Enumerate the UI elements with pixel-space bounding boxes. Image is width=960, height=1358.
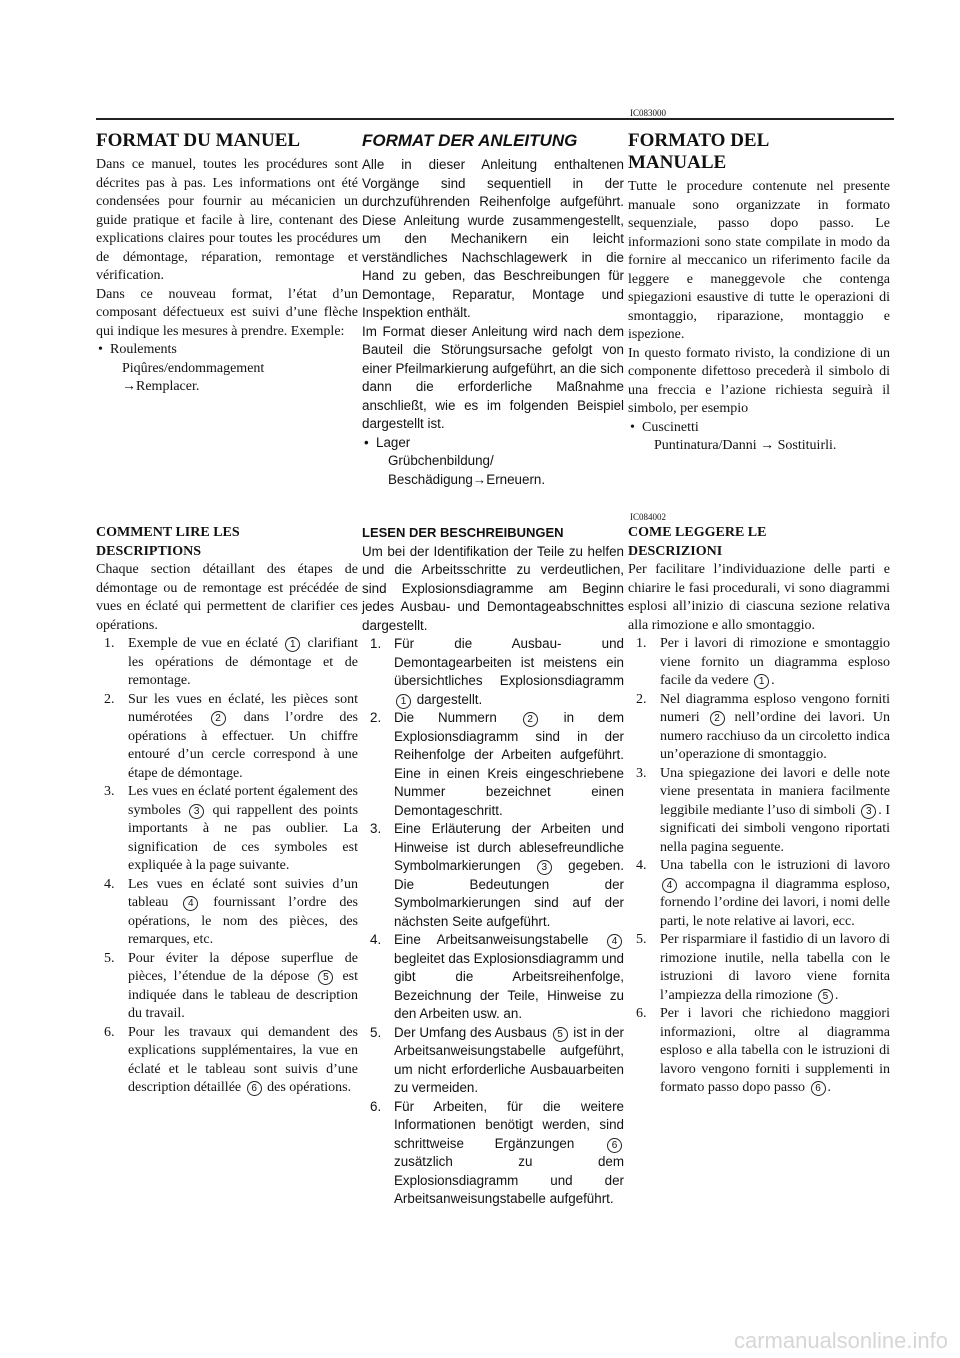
step-text: Nel diagramma esploso vengono forniti numeri	[660, 691, 890, 725]
de-example-line-2: Beschädigung→Erneuern.	[388, 471, 546, 487]
step-item	[96, 876, 358, 950]
de-read-intro: Um bei der Identifikation der Teile zu helfen und die Arbeitsschritte zu verdeutlichen, sind Explosionsdiagramme am Beginn jedes Ausbau- und Demontageabschnittes dargestellt.	[362, 543, 624, 633]
step-item	[96, 1024, 358, 1098]
step-number: 2.	[104, 691, 115, 707]
step-text-continued: . I significati dei simboli vengono riportati nella pagina seguente.	[660, 802, 891, 855]
step-item	[362, 1098, 624, 1209]
step-text-continued: qui rappellent des points importants à ne pas oublier. La signification de ces symboles est expliquée à la page suivante.	[128, 802, 359, 873]
de-example-bullet: • Lager	[362, 434, 624, 453]
section-code-format: IC083000	[630, 108, 666, 118]
step-text-continued: gegeben. Die Bedeutungen der Symbolmarkierungen sind auf der nächsten Seite aufgeführt.	[394, 858, 624, 929]
step-item	[362, 931, 624, 1024]
circled-number-icon: 3	[861, 804, 876, 819]
step-item	[628, 931, 890, 1005]
header-rule-it	[628, 118, 894, 120]
it-example-line-1: Puntinatura/Danni → Sostituirli.	[654, 438, 837, 453]
step-text-continued: begleitet das Explosionsdiagramm und gibt die Arbeitsreihenfolge, Bezeichnung der Teile, Hinweise zu den Arbeiten usw. an.	[394, 950, 625, 1021]
de-format-section	[362, 130, 624, 489]
step-text: Pour les travaux qui demandent des explications supplémentaires, la vue en éclaté et le tableau sont suivis d’une description détaillée	[128, 1024, 358, 1095]
step-text: Una tabella con le istruzioni di lavoro	[660, 858, 890, 873]
step-number: 5.	[636, 932, 647, 947]
step-text: Eine Erläuterung der Arbeiten und Hinweise ist durch ablesefreundliche Symbolmarkierungen	[394, 821, 624, 873]
de-steps-list	[362, 635, 624, 1209]
circled-number-icon: 1	[396, 694, 411, 709]
step-text: Les vues en éclaté portent également des symboles	[128, 784, 358, 818]
step-item	[628, 765, 890, 858]
circled-number-icon: 6	[607, 1138, 622, 1153]
step-number: 5.	[370, 1024, 382, 1040]
step-text-continued: clarifiant les opérations de démontage et de remontage.	[128, 636, 359, 688]
step-number: 5.	[104, 950, 115, 966]
step-text: Una spiegazione dei lavori e delle note viene presentata in maniera facilmente leggibile mediante l’uso di simboli	[660, 765, 890, 818]
step-text: Pour éviter la dépose superflue de pièces, l’étendue de la dépose	[128, 950, 358, 984]
step-item	[362, 1024, 624, 1098]
step-text-continued: .	[834, 987, 839, 1003]
step-text-continued: des opérations.	[267, 1080, 352, 1095]
step-item	[628, 857, 890, 931]
step-text: Für die Ausbau- und Demontagearbeiten ist meistens ein übersichtliches Explosionsdiagramm	[394, 636, 624, 688]
step-text-continued: ist in der Arbeitsanweisungstabelle aufgeführt, um nicht erforderliche Ausbauarbeiten zu vermeiden.	[394, 1024, 624, 1095]
step-text-continued: in dem Explosionsdiagramm sind in der Reihenfolge der Arbeiten aufgeführt. Eine in einen Kreis eingeschriebene Nummer bezeichnet einen Demontageschritt.	[394, 710, 624, 818]
fr-read-intro: Chaque section détaillant des étapes de démontage ou de remontage est précédée de vues en éclaté qui permettent de clarifier ces opérations.	[96, 562, 358, 633]
de-read-section	[362, 524, 624, 1209]
step-number: 6.	[104, 1024, 115, 1040]
circled-number-icon: 5	[818, 989, 833, 1004]
step-text: Les vues en éclaté sont suivies d’un tableau	[128, 876, 358, 910]
circled-number-icon: 5	[553, 1027, 568, 1042]
circled-number-icon: 5	[318, 970, 333, 985]
step-text: Exemple de vue en éclaté	[128, 636, 278, 651]
it-format-section	[628, 130, 890, 456]
it-read-section	[628, 524, 890, 1098]
step-text: Für Arbeiten, für die weitere Informationen benötigt werden, sind schrittweise Ergänzungen	[394, 1098, 624, 1151]
step-text-continued: accompagna il diagramma esploso, fornendo l’ordine dei lavori, i nomi delle parti, le note relative ai lavori, ecc.	[660, 876, 890, 929]
step-number: 1.	[370, 636, 382, 651]
circled-number-icon: 2	[523, 712, 538, 727]
step-item	[362, 709, 624, 820]
circled-number-icon: 4	[183, 896, 198, 911]
step-text: Per i lavori di rimozione e smontaggio viene fornito un diagramma esploso facile da vedere	[660, 636, 890, 688]
step-number: 3.	[370, 821, 382, 836]
circled-number-icon: 2	[211, 711, 226, 726]
header-rule-de	[362, 118, 628, 120]
circled-number-icon: 1	[754, 674, 769, 689]
de-read-title: LESEN DER BESCHREIBUNGEN	[362, 525, 564, 540]
step-text-continued: dans l’ordre des opérations à effectuer. Un chiffre entouré d’un cercle correspond à une étape de démontage.	[128, 710, 358, 781]
it-format-paragraph-1: Tutte le procedure contenute nel presente manuale sono organizzate in formato sequenziale, passo dopo passo. Le informazioni sono state compilate in modo da fornire al meccanico un riferimento facile da leggere e maneggevole che contenga spiegazioni esaustive di tutte le operazioni di smontaggio, riparazione, montaggio e ispezione.	[628, 179, 890, 342]
fr-example-line-2: →Remplacer.	[122, 379, 200, 394]
circled-number-icon: 4	[607, 934, 622, 949]
fr-format-paragraph-2: Dans ce nouveau format, l’état d’un composant défectueux est suivi d’une flèche qui indique les mesures à prendre. Exemple:	[96, 286, 358, 339]
step-text: Sur les vues en éclaté, les pièces sont numérotées	[128, 691, 358, 725]
step-text-continued: dargestellt.	[416, 691, 483, 707]
fr-format-paragraph-1: Dans ce manuel, toutes les procédures sont décrites pas à pas. Les informations ont été condensées pour fournir au mécanicien un guide pratique et facile à lire, contenant des explications claires pour toutes les procédures de démontage, réparation, remontage et vérification.	[96, 157, 358, 283]
step-number: 6.	[636, 1006, 647, 1021]
de-example-line-1: Grübchenbildung/	[388, 453, 494, 468]
bullet-icon: •	[98, 342, 103, 357]
step-number: 1.	[636, 636, 647, 651]
step-text: Per i lavori che richiedono maggiori informazioni, oltre al diagramma esploso e alla tabella con le istruzioni di lavoro vengono forniti i supplementi in formato passo dopo passo	[660, 1006, 890, 1095]
step-number: 3.	[104, 784, 115, 799]
step-number: 4.	[104, 876, 115, 892]
step-text-continued: zusätzlich zu dem Explosionsdiagramm und der Arbeitsanweisungstabelle aufgeführt.	[394, 1154, 624, 1206]
it-format-title: FORMATO DEL MANUALE	[628, 130, 770, 173]
it-read-intro: Per facilitare l’individuazione delle parti e chiarire le fasi procedurali, vi sono diagrammi esplosi all’inizio di ciascuna sezione relativa alla rimozione e allo smontaggio.	[628, 562, 890, 633]
step-number: 1.	[104, 636, 115, 651]
circled-number-icon: 3	[189, 804, 204, 819]
step-text-continued: nell’ordine dei lavori. Un numero racchiuso da un circoletto indica un’operazione di smontaggio.	[660, 710, 891, 762]
step-number: 2.	[636, 691, 647, 707]
section-code-read: IC084002	[630, 512, 666, 522]
step-text-continued: .	[771, 673, 775, 688]
de-format-paragraph-1: Alle in dieser Anleitung enthaltenen Vorgänge sind sequentiell in der durchzuführenden Reihenfolge aufgeführt. Diese Anleitung wurde zusammengestellt, um den Mechanikern ein leicht verständliches Nachschlagewerk in die Hand zu geben, das Beschreibungen für Demontage, Reparatur, Montage und Inspektion enthält.	[362, 157, 624, 320]
site-watermark: carmanualsonline.info	[733, 1328, 948, 1353]
de-format-title: FORMAT DER ANLEITUNG	[362, 131, 578, 150]
circled-number-icon: 6	[811, 1081, 826, 1096]
circled-number-icon: 6	[247, 1081, 262, 1096]
bullet-icon: •	[364, 434, 369, 450]
circled-number-icon: 4	[662, 878, 677, 893]
fr-format-title: FORMAT DU MANUEL	[96, 130, 301, 151]
step-text-continued: .	[827, 1080, 832, 1095]
fr-format-section	[96, 130, 358, 397]
fr-read-section	[96, 524, 358, 1098]
it-steps-list	[628, 635, 890, 1098]
fr-read-title: COMMENT LIRE LES DESCRIPTIONS	[96, 525, 240, 559]
step-item	[96, 950, 358, 1024]
step-text: Eine Arbeitsanweisungstabelle	[394, 932, 589, 947]
header-rule-fr	[96, 118, 362, 120]
it-read-title: COME LEGGERE LE DESCRIZIONI	[628, 525, 767, 559]
circled-number-icon: 1	[285, 637, 300, 652]
step-text: Per risparmiare il fastidio di un lavoro di rimozione inutile, nella tabella con le istruzioni di lavoro viene fornita l’ampiezza della rimozione	[660, 932, 890, 1003]
step-number: 2.	[370, 710, 382, 725]
de-format-paragraph-2: Im Format dieser Anleitung wird nach dem Bauteil die Störungsursache gefolgt von einer Pfeilmarkierung aufgeführt, an die sich dann die erforderliche Maßnahme anschließt, wie es im folgenden Beispiel dargestellt ist.	[362, 323, 625, 431]
step-item	[96, 783, 358, 876]
it-example-bullet: • Cuscinetti	[628, 419, 890, 438]
step-number: 6.	[370, 1098, 382, 1114]
circled-number-icon: 3	[537, 860, 552, 875]
step-item	[362, 820, 624, 931]
step-text: Der Umfang des Ausbaus	[394, 1024, 547, 1040]
step-number: 3.	[636, 765, 647, 781]
fr-steps-list	[96, 635, 358, 1098]
step-text-continued: fournissant l’ordre des opérations, le nom des pièces, des remarques, etc.	[128, 895, 359, 947]
step-item	[96, 691, 358, 784]
step-item	[362, 635, 624, 709]
fr-example-line-1: Piqûres/endommagement	[122, 360, 265, 376]
step-item	[628, 635, 890, 691]
step-text: Die Nummern	[394, 710, 497, 725]
fr-example-bullet: • Roulements	[96, 341, 358, 360]
step-number: 4.	[370, 932, 382, 947]
step-item	[628, 691, 890, 765]
bullet-icon: •	[630, 419, 635, 435]
circled-number-icon: 2	[710, 711, 725, 726]
step-item	[628, 1005, 890, 1098]
step-item	[96, 635, 358, 691]
step-text-continued: est indiquée dans le tableau de description du travail.	[128, 969, 359, 1021]
it-format-paragraph-2: In questo formato rivisto, la condizione di un componente difettoso precederà il simbolo di una freccia e l’azione richiesta seguirà il simbolo, per esempio	[628, 345, 890, 416]
step-number: 4.	[636, 858, 647, 873]
